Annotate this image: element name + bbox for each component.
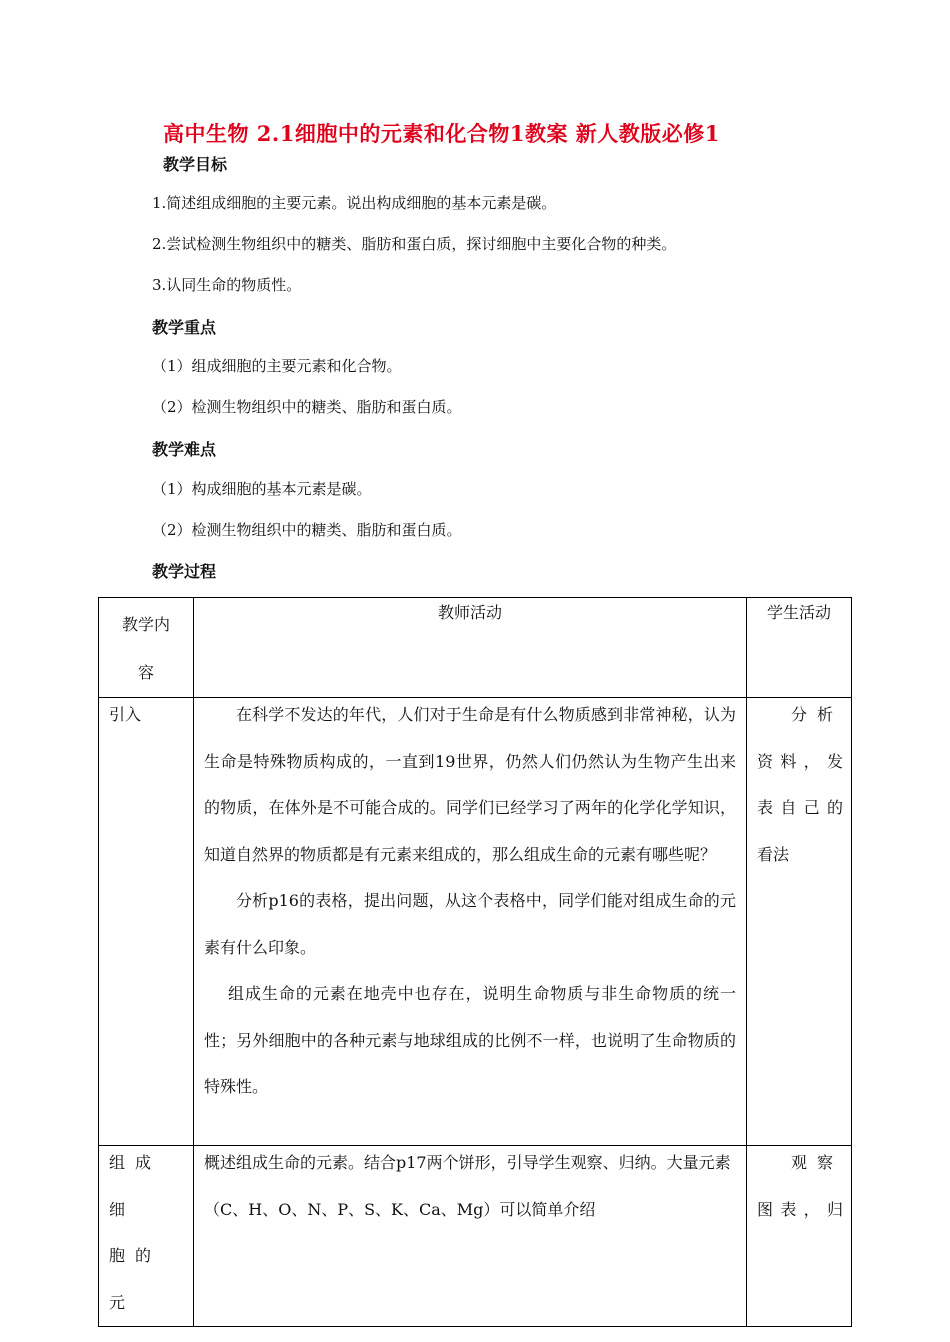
row-teacher-cell bbox=[194, 1146, 747, 1327]
student-line: 图表，归 bbox=[757, 1199, 843, 1219]
student-line: 表自己的 bbox=[757, 798, 843, 817]
key-points-heading: 教学重点 bbox=[152, 318, 217, 337]
objectives-heading: 教学目标 bbox=[163, 155, 228, 174]
row-content-label: 引入 bbox=[109, 705, 142, 724]
header-student-cell bbox=[747, 598, 852, 698]
teacher-paragraph: 在科学不发达的年代，人们对于生命是有什么物质感到非常神秘，认为生命是特殊物质构成的，一直到19世界，仍然人们仍然认为生物产生出来的物质，在体外是不可能合成的。同学们已经学习了两年的化学化学知识，知道自然界的物质都是有元素来组成的，那么组成生命的元素有哪些呢？ bbox=[204, 705, 736, 864]
header-content-line2: 容 bbox=[137, 663, 154, 682]
row-student-cell bbox=[747, 698, 852, 1146]
key-point-item-1: （1）组成细胞的主要元素和化合物。 bbox=[152, 357, 402, 375]
row-content-cell bbox=[99, 1146, 194, 1327]
key-point-item-2: （2）检测生物组织中的糖类、脂肪和蛋白质。 bbox=[152, 398, 462, 416]
document-title: 高中生物 2.1细胞中的元素和化合物1教案 新人教版必修1 bbox=[163, 121, 720, 146]
header-content-cell bbox=[99, 598, 194, 698]
objective-item-2: 2.尝试检测生物组织中的糖类、脂肪和蛋白质，探讨细胞中主要化合物的种类。 bbox=[152, 235, 677, 253]
student-line: 看法 bbox=[757, 844, 790, 864]
row-content-cell bbox=[99, 698, 194, 1146]
table-row bbox=[99, 1146, 852, 1327]
row-content-line: 组成细 bbox=[109, 1153, 162, 1219]
student-line: 分析 bbox=[790, 705, 843, 724]
teacher-paragraph: 分析p16的表格，提出问题，从这个表格中，同学们能对组成生命的元素有什么印象。 bbox=[204, 891, 736, 957]
table-header-row bbox=[99, 598, 852, 698]
header-teacher-label: 教师活动 bbox=[437, 603, 502, 622]
header-teacher-cell bbox=[194, 598, 747, 698]
difficulties-heading: 教学难点 bbox=[152, 440, 217, 459]
teaching-process-table bbox=[98, 597, 852, 1327]
header-content-line1: 教学内 bbox=[121, 615, 170, 634]
teacher-paragraph: 概述组成生命的元素。结合p17两个饼形，引导学生观察、归纳。大量元素（C、H、O、N、P、S、K、Ca、Mg）可以简单介绍 bbox=[204, 1153, 731, 1219]
difficulty-item-1: （1）构成细胞的基本元素是碳。 bbox=[152, 480, 372, 498]
teacher-paragraph: 组成生命的元素在地壳中也存在，说明生命物质与非生命物质的统一性；另外细胞中的各种元素与地球组成的比例不一样，也说明了生命物质的特殊性。 bbox=[204, 984, 736, 1096]
row-student-cell bbox=[747, 1146, 852, 1327]
table-row bbox=[99, 698, 852, 1146]
process-heading: 教学过程 bbox=[152, 562, 217, 581]
objective-item-1: 1.简述组成细胞的主要元素。说出构成细胞的基本元素是碳。 bbox=[152, 194, 557, 212]
objective-item-3: 3.认同生命的物质性。 bbox=[152, 276, 302, 294]
student-line: 资料，发 bbox=[757, 751, 843, 771]
row-teacher-cell bbox=[194, 698, 747, 1146]
student-line: 观察 bbox=[790, 1153, 843, 1172]
difficulty-item-2: （2）检测生物组织中的糖类、脂肪和蛋白质。 bbox=[152, 521, 462, 539]
header-student-label: 学生活动 bbox=[766, 603, 831, 622]
row-content-line: 胞的元 bbox=[109, 1246, 162, 1312]
